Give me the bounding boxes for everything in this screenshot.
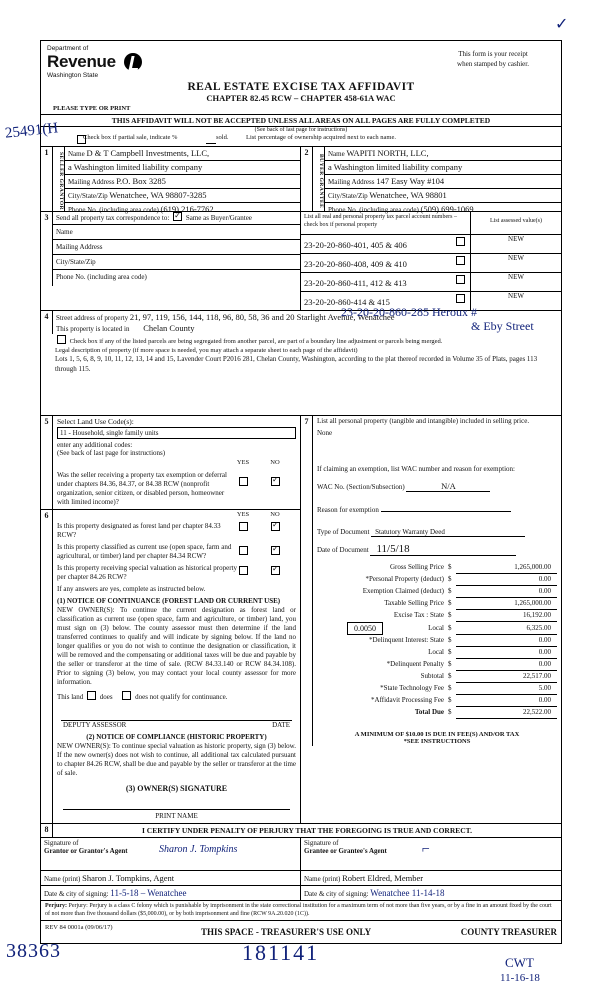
see-instructions-note: *SEE INSTRUCTIONS (403, 738, 471, 745)
personal-property-checkbox-1[interactable] (456, 237, 465, 246)
minimum-fee-note: A MINIMUM OF $10.00 IS DUE IN FEE(S) AND/OR TAX (354, 731, 520, 738)
department-label: Department of (47, 45, 89, 52)
grantee-sig-label: Signature of (304, 839, 339, 847)
notice1-body: NEW OWNER(S): To continue the current designation as forest land or classification as current use (open space, farm and agriculture, or timber) land, you must sign on (3) below. The county assessor must then determine if the land transferred continues to qualify and will indicate by signing below. If the land no longer qualifies or you do not wish to continue the designation or classification, it will be removed and the compensating or additional taxes will be due and payable by the seller or transferor at the time of sale. (RCW 84.33.140 or RCW 84.34.108). Prior to signing (3) below, you may contact your local county assessor for more information. (57, 606, 296, 686)
section6-block (41, 509, 300, 823)
form-title: REAL ESTATE EXCISE TAX AFFIDAVIT (187, 81, 415, 93)
notice2-body: NEW OWNER(S): To continue special valuation as historic property, sign (3) below. If the new owner(s) does not wish to continue, all additional tax calculated pursuant to chapter 84.26 RCW, shall be due and payable by the seller or transferor at the time of sale. (57, 742, 296, 777)
left-column (41, 416, 301, 823)
footer-row (41, 920, 561, 943)
section3-row (41, 211, 561, 310)
yes-label-5: YES (236, 459, 250, 466)
does-not-checkbox[interactable] (122, 691, 131, 700)
seller-name-field[interactable]: Name D & T Campbell Investments, LLC, (65, 147, 300, 161)
corr-name-field[interactable]: Name (53, 225, 300, 240)
seller-side-label: SELLER GRANTOR (53, 147, 65, 211)
handwritten-parcel-note: 23-20-20-860-285 Heroux # (341, 305, 477, 319)
grantor-sig-label2: Grantor or Grantor's Agent (44, 847, 128, 855)
treasurer-initials-date: 11-16-18 (500, 972, 540, 984)
corr-mailing-field[interactable]: Mailing Address (53, 240, 300, 255)
grantor-date-row[interactable]: Date & city of signing: 11-5-18 – Wenatchee (41, 885, 300, 900)
owner-signature-line[interactable] (63, 795, 290, 810)
parcel-row: 23-20-20-860-401, 405 & 406 NEW (301, 234, 561, 253)
amount-row-local: 0.0050 Local $ 6,325.00 (317, 622, 557, 635)
land-use-title: Select Land Use Code(s): (57, 417, 134, 426)
state-label: Washington State (47, 72, 99, 79)
section8-block (41, 823, 561, 900)
revenue-wordmark: Revenue (47, 52, 116, 71)
seller-name2-field[interactable]: a Washington limited liability company (65, 161, 300, 175)
owner-signature-title: (3) OWNER(S) SIGNATURE (125, 784, 228, 793)
amount-row: Taxable Selling Price $ 1,265,000.00 (317, 598, 557, 610)
grantee-sig-label2: Grantee or Grantee's Agent (304, 847, 387, 855)
send-correspondence-row: Send all property tax correspondence to: ✓ Same as Buyer/Grantee (53, 212, 300, 225)
seller-box-number: 1 (41, 147, 53, 211)
legal-description-label: Legal description of property (if more space is needed, you may attach a separate sheet to each page of the affidavit) (55, 347, 358, 354)
segregated-checkbox[interactable] (57, 335, 66, 344)
corr-phone-field[interactable]: Phone No. (including area code) (56, 273, 147, 281)
parcel-header: List all real and personal property tax parcel account numbers – check box if personal property (304, 214, 457, 228)
same-as-buyer-checkbox[interactable] (173, 212, 182, 221)
receipt-note: This form is your receipt when stamped by cashier. (457, 50, 529, 68)
section6-q1: Is this property designated as forest land per chapter 84.33 RCW? (57, 522, 221, 539)
amount-row: *Delinquent Penalty $ 0.00 (317, 659, 557, 671)
section7-block (301, 416, 561, 823)
amount-row: Exemption Claimed (deduct) $ 0.00 (317, 586, 557, 598)
amount-row: Total Due $ 22,522.00 (317, 707, 557, 719)
section5-block (41, 416, 300, 509)
section6-q3: Is this property receiving special valuation as historical property per chapter 84.26 RCW? (57, 564, 238, 581)
treasurer-stamp-number: 181141 (242, 940, 320, 965)
q1-yes-checkbox[interactable] (239, 522, 248, 531)
corr-city-field[interactable]: City/State/Zip (53, 255, 300, 270)
amount-row: *Personal Property (deduct) $ 0.00 (317, 574, 557, 586)
grantee-name-row[interactable]: Name (print) Robert Eldred, Member (301, 870, 561, 885)
seller-phone-field[interactable]: Phone No. (including area code) (619) 216-7762 (68, 204, 214, 214)
notice2-title: (2) NOTICE OF COMPLIANCE (HISTORIC PROPERTY) (86, 733, 267, 741)
parcel-row: 23-20-20-860-408, 409 & 410 NEW (301, 253, 561, 272)
buyer-mailing-field[interactable]: Mailing Address 147 Easy Way #104 (325, 175, 561, 189)
exemption-label: If claiming an exemption, list WAC number and reason for exemption: (317, 465, 515, 473)
percentage-note: List percentage of ownership acquired next to each name. (246, 134, 396, 141)
perjury-label: Perjury: (45, 903, 67, 909)
personal-property-checkbox-2[interactable] (456, 256, 465, 265)
see-back-note: (See back of last page for instructions) (254, 127, 348, 133)
additional-codes-label: enter any additional codes: (57, 441, 133, 449)
deputy-date-labels: DEPUTY ASSESSOR DATE (63, 721, 290, 729)
partial-percent-field[interactable] (206, 134, 216, 144)
check-mark-top: ✓ (555, 16, 569, 33)
parcels-block (301, 212, 561, 310)
q2-no-checkbox[interactable] (271, 546, 280, 555)
section8-box-number: 8 (41, 824, 53, 837)
sold-label: sold. (216, 134, 229, 141)
rev-number: REV 84 0001a (09/06/17) (45, 924, 113, 931)
grantor-signature[interactable]: Sharon J. Tompkins (159, 844, 238, 855)
if-any-answers: If any answers are yes, complete as instructed below. (57, 585, 206, 593)
section7-box-number: 7 (301, 416, 313, 746)
no-label-5: NO (270, 459, 280, 466)
notice1-title: (1) NOTICE OF CONTINUANCE (FOREST LAND OR CURRENT USE) (57, 597, 281, 605)
amount-row: Subtotal $ 22,517.00 (317, 671, 557, 683)
grantor-name-row[interactable]: Name (print) Sharon J. Tompkins, Agent (41, 870, 300, 885)
correspondence-block (41, 212, 301, 310)
amount-table (317, 562, 557, 719)
section5-box-number: 5 (41, 416, 53, 509)
amount-row: *State Technology Fee $ 5.00 (317, 683, 557, 695)
section4-box-number: 4 (41, 311, 53, 334)
doc-date-row[interactable]: Date of Document 11/5/18 (317, 543, 557, 556)
section5-no-checkbox[interactable] (271, 477, 280, 486)
no-label-6: NO (270, 511, 280, 518)
lower-sections (41, 415, 561, 823)
does-checkbox[interactable] (87, 691, 96, 700)
assessed-header: List assessed value(s) (490, 218, 542, 224)
section6-q2: Is this property classified as current use (open space, farm and agricultural, or timber) land per chapter 84.34 RCW? (57, 543, 232, 560)
buyer-city-field[interactable]: City/State/Zip Wenatchee, WA 98801 (325, 189, 561, 203)
signature-row (41, 837, 561, 900)
personal-property-label: List all personal property (tangible and intangible) included in selling price. (317, 417, 530, 425)
personal-property-value[interactable]: None (317, 429, 333, 437)
legal-description-text: Lots 1, 5, 6, 8, 9, 10, 11, 12, 13, 14 and 15, Lavender Court P2016 281, Chelan County, Washington, according to the plat thereof recorded in Volume 35 of Plats, pages 113 through 115. (55, 355, 538, 373)
parcel-row: 23-20-20-860-414 & 415 NEW (301, 291, 561, 310)
section4-block (41, 305, 561, 415)
print-name-label: PRINT NAME (155, 812, 198, 820)
partial-sale-checkbox[interactable] (77, 135, 86, 144)
section5-see-back: (See back of last page for instructions) (57, 449, 166, 457)
amount-row: Excise Tax : State $ 16,192.00 (317, 610, 557, 622)
seller-block (41, 147, 301, 214)
deputy-assessor-signature-line[interactable] (61, 704, 292, 721)
parcel-row: 23-20-20-860-411, 412 & 413 NEW (301, 272, 561, 291)
amount-row: *Affidavit Processing Fee $ 0.00 (317, 695, 557, 707)
continuance-row: This land does does not qualify for continuance. (57, 693, 228, 701)
grantor-sig-label: Signature of (44, 839, 79, 847)
treasurer-space-label: THIS SPACE - TREASURER'S USE ONLY (201, 927, 372, 937)
section6-box-number: 6 (41, 510, 53, 823)
please-type-label: PLEASE TYPE OR PRINT (53, 105, 131, 112)
bottom-left-number: 38363 (6, 940, 61, 962)
amount-row: Gross Selling Price $ 1,265,000.00 (317, 562, 557, 574)
county-row[interactable]: This property is located in Chelan County (56, 323, 195, 333)
q3-no-checkbox[interactable] (271, 566, 280, 575)
partial-sale-label: Check box if partial sale, indicate % (83, 134, 178, 141)
reason-row[interactable]: Reason for exemption (317, 502, 557, 514)
form-subtitle: CHAPTER 82.45 RCW – CHAPTER 458-61A WAC (206, 93, 396, 103)
yes-label-6: YES (236, 511, 250, 518)
seller-mailing-field[interactable]: Mailing Address P.O. Box 3285 (65, 175, 300, 189)
grantee-signature-block (301, 838, 561, 900)
amount-row: Local $ 0.00 (317, 647, 557, 659)
q1-no-checkbox[interactable] (271, 522, 280, 531)
parties-row (41, 146, 561, 214)
land-use-select[interactable]: 11 - Household, single family units (57, 427, 296, 439)
wac-row[interactable]: WAC No. (Section/Subsection) N/A (317, 481, 557, 492)
certify-statement: I CERTIFY UNDER PENALTY OF PERJURY THAT THE FOREGOING IS TRUE AND CORRECT. (141, 826, 472, 835)
personal-property-checkbox-4[interactable] (456, 294, 465, 303)
parcel-list (301, 234, 561, 310)
grantee-date-row[interactable]: Date & city of signing: Wenatchee 11-14-18 (301, 885, 561, 900)
segregated-row: Check box if any of the listed parcels are being segregated from another parcel, are part of a boundary line adjustment or parcels being merged. (41, 334, 561, 346)
amount-row: *Delinquent Interest: State $ 0.00 (317, 635, 557, 647)
buyer-box-number: 2 (301, 147, 313, 211)
handwritten-form-number: 25491(H (4, 120, 59, 142)
seller-city-field[interactable]: City/State/Zip Wenatchee, WA 98807-3285 (65, 189, 300, 203)
q3-yes-checkbox[interactable] (239, 566, 248, 575)
section5-question: Was the seller receiving a property tax exemption or deferral under chapters 84.36, 84.37, or 84.38 RCW (nonprofit organization, senior citizen, or disabled person, homeowner with limited income)? (57, 471, 227, 506)
handwritten-street-note: & Eby Street (471, 319, 534, 333)
buyer-block (301, 147, 561, 214)
grantor-signature-block (41, 838, 301, 900)
affidavit-form (4, 40, 562, 944)
local-rate-value[interactable]: 0.0050 (347, 622, 383, 635)
buyer-name-field[interactable]: Name WAPITI NORTH, LLC, (325, 147, 561, 161)
section5-yes-checkbox[interactable] (239, 477, 248, 486)
county-treasurer-label: COUNTY TREASURER (460, 927, 557, 937)
revenue-logo-icon (124, 53, 142, 71)
grantee-signature[interactable]: ⌐ (421, 842, 431, 857)
doc-type-row[interactable]: Type of Document Statutory Warranty Deed (317, 528, 557, 537)
buyer-name2-field[interactable]: a Washington limited liability company (325, 161, 561, 175)
warning-bar: THIS AFFIDAVIT WILL NOT BE ACCEPTED UNLESS ALL AREAS ON ALL PAGES ARE FULLY COMPLETED (41, 114, 561, 127)
personal-property-checkbox-3[interactable] (456, 275, 465, 284)
buyer-phone-field[interactable]: Phone No. (including area code) (509) 699-1069 (328, 204, 474, 214)
q2-yes-checkbox[interactable] (239, 546, 248, 555)
street-address-row[interactable]: Street address of property 21, 97, 119, 156, 144, 118, 96, 80, 58, 36 and 20 Starlight Avenue, Wenatchee (56, 312, 395, 322)
section3-box-number: 3 (41, 212, 53, 286)
buyer-side-label: BUYER GRANTEE (313, 147, 325, 211)
treasurer-initials: CWT (505, 955, 534, 970)
form-header (41, 41, 561, 114)
perjury-note: Perjury: Perjury: Perjury is a class C felony which is punishable by imprisonment in the state correctional institution for a maximum term of not more than five years, or by a fine in an amount fixed by the court of not more than five thousand dollars ($5,000.00), or by both imprisonment and fine (RCW 9A.20.020 (1C)). (41, 900, 561, 920)
